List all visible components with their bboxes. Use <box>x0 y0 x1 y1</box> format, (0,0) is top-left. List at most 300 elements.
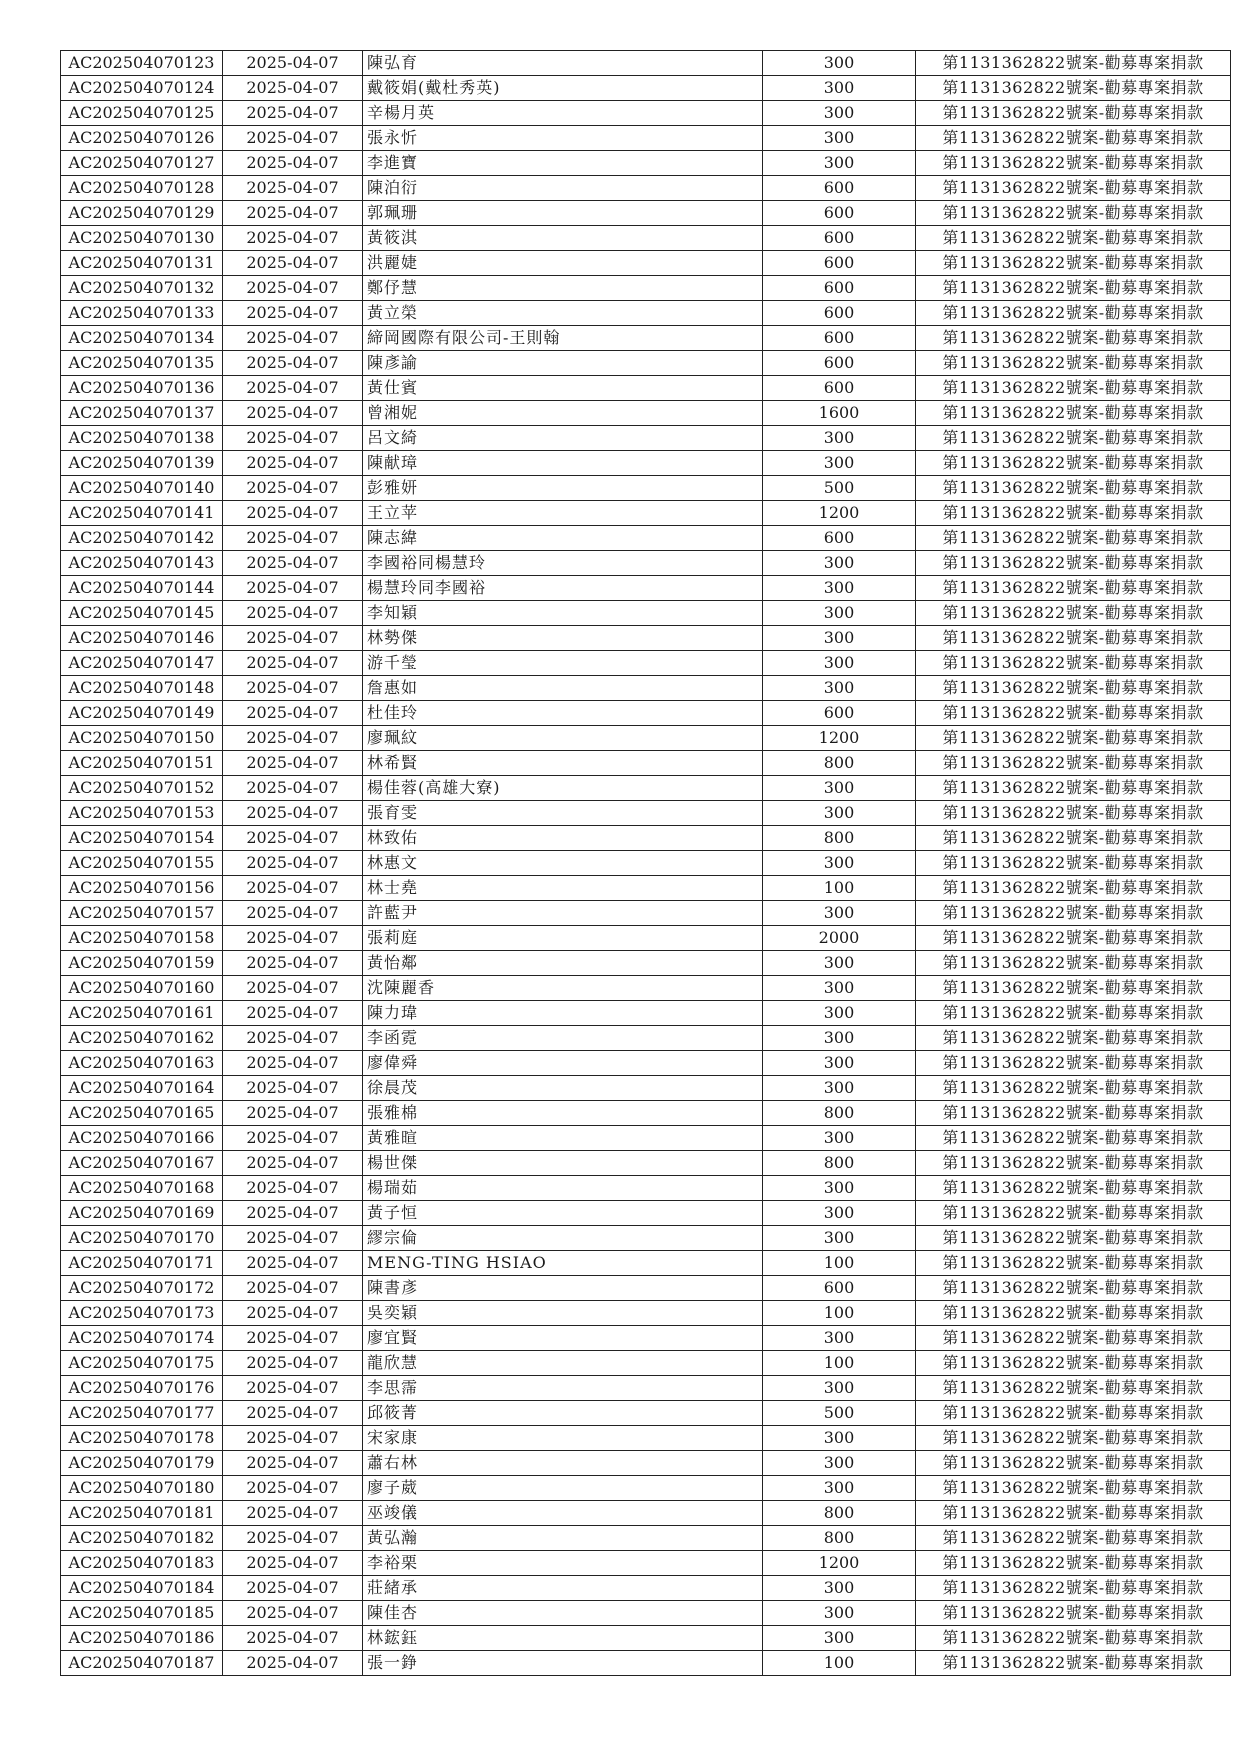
table-row <box>61 501 1231 526</box>
purpose-cell: 第1131362822號案-勸募專案捐款 <box>916 401 1231 426</box>
table-row <box>61 476 1231 501</box>
purpose-cell: 第1131362822號案-勸募專案捐款 <box>916 851 1231 876</box>
table-row <box>61 1226 1231 1251</box>
receipt-id-cell: AC202504070187 <box>61 1651 223 1676</box>
table-row <box>61 176 1231 201</box>
table-row <box>61 851 1231 876</box>
donor-name-cell: 黃弘瀚 <box>363 1526 763 1551</box>
table-row <box>61 126 1231 151</box>
date-cell: 2025-04-07 <box>223 1151 363 1176</box>
amount-cell: 300 <box>763 426 916 451</box>
receipt-id-cell: AC202504070167 <box>61 1151 223 1176</box>
donor-name-cell: 莊緒承 <box>363 1576 763 1601</box>
donor-name-cell: 林惠文 <box>363 851 763 876</box>
table-row <box>61 701 1231 726</box>
table-row <box>61 776 1231 801</box>
table-row <box>61 451 1231 476</box>
purpose-cell: 第1131362822號案-勸募專案捐款 <box>916 301 1231 326</box>
date-cell: 2025-04-07 <box>223 226 363 251</box>
receipt-id-cell: AC202504070168 <box>61 1176 223 1201</box>
date-cell: 2025-04-07 <box>223 1301 363 1326</box>
amount-cell: 500 <box>763 1401 916 1426</box>
donor-name-cell: 李函霓 <box>363 1026 763 1051</box>
receipt-id-cell: AC202504070139 <box>61 451 223 476</box>
receipt-id-cell: AC202504070150 <box>61 726 223 751</box>
date-cell: 2025-04-07 <box>223 76 363 101</box>
date-cell: 2025-04-07 <box>223 976 363 1001</box>
amount-cell: 600 <box>763 176 916 201</box>
table-row <box>61 576 1231 601</box>
date-cell: 2025-04-07 <box>223 576 363 601</box>
donor-name-cell: 林士堯 <box>363 876 763 901</box>
donor-name-cell: 楊瑞茹 <box>363 1176 763 1201</box>
table-row <box>61 951 1231 976</box>
table-row <box>61 1151 1231 1176</box>
purpose-cell: 第1131362822號案-勸募專案捐款 <box>916 576 1231 601</box>
receipt-id-cell: AC202504070146 <box>61 626 223 651</box>
table-row <box>61 826 1231 851</box>
table-row <box>61 876 1231 901</box>
table-row <box>61 551 1231 576</box>
amount-cell: 300 <box>763 901 916 926</box>
table-row <box>61 1551 1231 1576</box>
receipt-id-cell: AC202504070160 <box>61 976 223 1001</box>
table-row <box>61 426 1231 451</box>
purpose-cell: 第1131362822號案-勸募專案捐款 <box>916 1201 1231 1226</box>
purpose-cell: 第1131362822號案-勸募專案捐款 <box>916 1101 1231 1126</box>
purpose-cell: 第1131362822號案-勸募專案捐款 <box>916 701 1231 726</box>
amount-cell: 600 <box>763 326 916 351</box>
donor-name-cell: 陳泊衍 <box>363 176 763 201</box>
amount-cell: 300 <box>763 676 916 701</box>
donor-name-cell: 李進寶 <box>363 151 763 176</box>
donor-name-cell: 李裕栗 <box>363 1551 763 1576</box>
table-row <box>61 1276 1231 1301</box>
donor-name-cell: 廖珮紋 <box>363 726 763 751</box>
amount-cell: 300 <box>763 1001 916 1026</box>
purpose-cell: 第1131362822號案-勸募專案捐款 <box>916 751 1231 776</box>
amount-cell: 300 <box>763 1076 916 1101</box>
receipt-id-cell: AC202504070152 <box>61 776 223 801</box>
date-cell: 2025-04-07 <box>223 851 363 876</box>
purpose-cell: 第1131362822號案-勸募專案捐款 <box>916 251 1231 276</box>
receipt-id-cell: AC202504070148 <box>61 676 223 701</box>
purpose-cell: 第1131362822號案-勸募專案捐款 <box>916 601 1231 626</box>
purpose-cell: 第1131362822號案-勸募專案捐款 <box>916 1476 1231 1501</box>
table-row <box>61 326 1231 351</box>
receipt-id-cell: AC202504070181 <box>61 1501 223 1526</box>
amount-cell: 600 <box>763 226 916 251</box>
purpose-cell: 第1131362822號案-勸募專案捐款 <box>916 1551 1231 1576</box>
receipt-id-cell: AC202504070125 <box>61 101 223 126</box>
receipt-id-cell: AC202504070182 <box>61 1526 223 1551</box>
date-cell: 2025-04-07 <box>223 626 363 651</box>
receipt-id-cell: AC202504070123 <box>61 51 223 76</box>
receipt-id-cell: AC202504070155 <box>61 851 223 876</box>
receipt-id-cell: AC202504070179 <box>61 1451 223 1476</box>
purpose-cell: 第1131362822號案-勸募專案捐款 <box>916 1626 1231 1651</box>
date-cell: 2025-04-07 <box>223 401 363 426</box>
table-row <box>61 1401 1231 1426</box>
purpose-cell: 第1131362822號案-勸募專案捐款 <box>916 376 1231 401</box>
purpose-cell: 第1131362822號案-勸募專案捐款 <box>916 1051 1231 1076</box>
date-cell: 2025-04-07 <box>223 551 363 576</box>
receipt-id-cell: AC202504070142 <box>61 526 223 551</box>
purpose-cell: 第1131362822號案-勸募專案捐款 <box>916 1076 1231 1101</box>
purpose-cell: 第1131362822號案-勸募專案捐款 <box>916 1651 1231 1676</box>
donor-name-cell: 楊佳蓉(高雄大寮) <box>363 776 763 801</box>
amount-cell: 300 <box>763 1226 916 1251</box>
date-cell: 2025-04-07 <box>223 876 363 901</box>
donor-name-cell: 黃子恒 <box>363 1201 763 1226</box>
receipt-id-cell: AC202504070147 <box>61 651 223 676</box>
table-row <box>61 651 1231 676</box>
amount-cell: 300 <box>763 1576 916 1601</box>
receipt-id-cell: AC202504070137 <box>61 401 223 426</box>
amount-cell: 300 <box>763 1426 916 1451</box>
donor-name-cell: 張雅棉 <box>363 1101 763 1126</box>
table-row <box>61 301 1231 326</box>
date-cell: 2025-04-07 <box>223 1351 363 1376</box>
receipt-id-cell: AC202504070178 <box>61 1426 223 1451</box>
receipt-id-cell: AC202504070154 <box>61 826 223 851</box>
receipt-id-cell: AC202504070174 <box>61 1326 223 1351</box>
receipt-id-cell: AC202504070130 <box>61 226 223 251</box>
purpose-cell: 第1131362822號案-勸募專案捐款 <box>916 151 1231 176</box>
date-cell: 2025-04-07 <box>223 101 363 126</box>
amount-cell: 1200 <box>763 1551 916 1576</box>
receipt-id-cell: AC202504070157 <box>61 901 223 926</box>
date-cell: 2025-04-07 <box>223 1251 363 1276</box>
purpose-cell: 第1131362822號案-勸募專案捐款 <box>916 976 1231 1001</box>
table-row <box>61 1326 1231 1351</box>
table-row <box>61 51 1231 76</box>
date-cell: 2025-04-07 <box>223 501 363 526</box>
table-row <box>61 351 1231 376</box>
purpose-cell: 第1131362822號案-勸募專案捐款 <box>916 1376 1231 1401</box>
donor-name-cell: 彭雅妍 <box>363 476 763 501</box>
amount-cell: 300 <box>763 951 916 976</box>
donor-name-cell: 沈陳麗香 <box>363 976 763 1001</box>
purpose-cell: 第1131362822號案-勸募專案捐款 <box>916 1151 1231 1176</box>
table-row <box>61 1651 1231 1676</box>
date-cell: 2025-04-07 <box>223 526 363 551</box>
purpose-cell: 第1131362822號案-勸募專案捐款 <box>916 651 1231 676</box>
donor-name-cell: 郭珮珊 <box>363 201 763 226</box>
donor-name-cell: 戴筱娟(戴杜秀英) <box>363 76 763 101</box>
purpose-cell: 第1131362822號案-勸募專案捐款 <box>916 51 1231 76</box>
donor-name-cell: 黃仕賓 <box>363 376 763 401</box>
donor-name-cell: 宋家康 <box>363 1426 763 1451</box>
date-cell: 2025-04-07 <box>223 426 363 451</box>
purpose-cell: 第1131362822號案-勸募專案捐款 <box>916 801 1231 826</box>
table-row <box>61 1576 1231 1601</box>
table-row <box>61 376 1231 401</box>
table-row <box>61 401 1231 426</box>
purpose-cell: 第1131362822號案-勸募專案捐款 <box>916 1426 1231 1451</box>
donor-name-cell: 徐晨茂 <box>363 1076 763 1101</box>
date-cell: 2025-04-07 <box>223 651 363 676</box>
date-cell: 2025-04-07 <box>223 126 363 151</box>
receipt-id-cell: AC202504070183 <box>61 1551 223 1576</box>
purpose-cell: 第1131362822號案-勸募專案捐款 <box>916 426 1231 451</box>
date-cell: 2025-04-07 <box>223 1501 363 1526</box>
purpose-cell: 第1131362822號案-勸募專案捐款 <box>916 901 1231 926</box>
donor-name-cell: 廖偉舜 <box>363 1051 763 1076</box>
table-row <box>61 1251 1231 1276</box>
receipt-id-cell: AC202504070149 <box>61 701 223 726</box>
donor-name-cell: 繆宗倫 <box>363 1226 763 1251</box>
date-cell: 2025-04-07 <box>223 601 363 626</box>
date-cell: 2025-04-07 <box>223 1076 363 1101</box>
amount-cell: 300 <box>763 1326 916 1351</box>
amount-cell: 300 <box>763 1376 916 1401</box>
table-row <box>61 1501 1231 1526</box>
donor-name-cell: 張莉庭 <box>363 926 763 951</box>
donor-name-cell: 黃怡鄰 <box>363 951 763 976</box>
date-cell: 2025-04-07 <box>223 926 363 951</box>
receipt-id-cell: AC202504070170 <box>61 1226 223 1251</box>
receipt-id-cell: AC202504070172 <box>61 1276 223 1301</box>
table-row <box>61 1376 1231 1401</box>
table-row <box>61 1201 1231 1226</box>
receipt-id-cell: AC202504070141 <box>61 501 223 526</box>
table-row <box>61 801 1231 826</box>
date-cell: 2025-04-07 <box>223 676 363 701</box>
date-cell: 2025-04-07 <box>223 1226 363 1251</box>
receipt-id-cell: AC202504070138 <box>61 426 223 451</box>
donor-name-cell: 張育雯 <box>363 801 763 826</box>
donor-name-cell: 李知穎 <box>363 601 763 626</box>
donor-name-cell: 李思霈 <box>363 1376 763 1401</box>
amount-cell: 300 <box>763 1476 916 1501</box>
date-cell: 2025-04-07 <box>223 1326 363 1351</box>
purpose-cell: 第1131362822號案-勸募專案捐款 <box>916 1001 1231 1026</box>
purpose-cell: 第1131362822號案-勸募專案捐款 <box>916 276 1231 301</box>
donor-name-cell: 游千瑩 <box>363 651 763 676</box>
amount-cell: 300 <box>763 1451 916 1476</box>
date-cell: 2025-04-07 <box>223 1001 363 1026</box>
donor-name-cell: 杜佳玲 <box>363 701 763 726</box>
table-row <box>61 1101 1231 1126</box>
donor-name-cell: 張永忻 <box>363 126 763 151</box>
table-row <box>61 1176 1231 1201</box>
date-cell: 2025-04-07 <box>223 1276 363 1301</box>
receipt-id-cell: AC202504070128 <box>61 176 223 201</box>
date-cell: 2025-04-07 <box>223 1376 363 1401</box>
donor-name-cell: 洪麗婕 <box>363 251 763 276</box>
date-cell: 2025-04-07 <box>223 1126 363 1151</box>
amount-cell: 600 <box>763 351 916 376</box>
amount-cell: 600 <box>763 701 916 726</box>
date-cell: 2025-04-07 <box>223 951 363 976</box>
donor-name-cell: 曾湘妮 <box>363 401 763 426</box>
date-cell: 2025-04-07 <box>223 376 363 401</box>
receipt-id-cell: AC202504070166 <box>61 1126 223 1151</box>
purpose-cell: 第1131362822號案-勸募專案捐款 <box>916 76 1231 101</box>
date-cell: 2025-04-07 <box>223 1101 363 1126</box>
purpose-cell: 第1131362822號案-勸募專案捐款 <box>916 1301 1231 1326</box>
amount-cell: 100 <box>763 1351 916 1376</box>
receipt-id-cell: AC202504070184 <box>61 1576 223 1601</box>
purpose-cell: 第1131362822號案-勸募專案捐款 <box>916 626 1231 651</box>
amount-cell: 300 <box>763 851 916 876</box>
amount-cell: 300 <box>763 601 916 626</box>
table-row <box>61 1351 1231 1376</box>
donor-name-cell: 楊世傑 <box>363 1151 763 1176</box>
donation-table-body <box>61 51 1231 1676</box>
table-row <box>61 976 1231 1001</box>
table-row <box>61 626 1231 651</box>
receipt-id-cell: AC202504070177 <box>61 1401 223 1426</box>
receipt-id-cell: AC202504070161 <box>61 1001 223 1026</box>
date-cell: 2025-04-07 <box>223 826 363 851</box>
date-cell: 2025-04-07 <box>223 901 363 926</box>
purpose-cell: 第1131362822號案-勸募專案捐款 <box>916 926 1231 951</box>
receipt-id-cell: AC202504070159 <box>61 951 223 976</box>
date-cell: 2025-04-07 <box>223 1651 363 1676</box>
date-cell: 2025-04-07 <box>223 326 363 351</box>
table-row <box>61 601 1231 626</box>
date-cell: 2025-04-07 <box>223 701 363 726</box>
donor-name-cell: 陳佳杏 <box>363 1601 763 1626</box>
donor-name-cell: 林希賢 <box>363 751 763 776</box>
receipt-id-cell: AC202504070176 <box>61 1376 223 1401</box>
amount-cell: 800 <box>763 826 916 851</box>
purpose-cell: 第1131362822號案-勸募專案捐款 <box>916 201 1231 226</box>
purpose-cell: 第1131362822號案-勸募專案捐款 <box>916 551 1231 576</box>
date-cell: 2025-04-07 <box>223 1026 363 1051</box>
donor-name-cell: 黃筱淇 <box>363 226 763 251</box>
date-cell: 2025-04-07 <box>223 1201 363 1226</box>
purpose-cell: 第1131362822號案-勸募專案捐款 <box>916 1276 1231 1301</box>
receipt-id-cell: AC202504070136 <box>61 376 223 401</box>
receipt-id-cell: AC202504070127 <box>61 151 223 176</box>
receipt-id-cell: AC202504070173 <box>61 1301 223 1326</box>
receipt-id-cell: AC202504070126 <box>61 126 223 151</box>
table-row <box>61 76 1231 101</box>
date-cell: 2025-04-07 <box>223 1601 363 1626</box>
table-row <box>61 101 1231 126</box>
amount-cell: 100 <box>763 876 916 901</box>
donor-name-cell: 王立苹 <box>363 501 763 526</box>
donor-name-cell: 廖宜賢 <box>363 1326 763 1351</box>
donor-name-cell: 黃立榮 <box>363 301 763 326</box>
table-row <box>61 1476 1231 1501</box>
table-row <box>61 1626 1231 1651</box>
purpose-cell: 第1131362822號案-勸募專案捐款 <box>916 1326 1231 1351</box>
date-cell: 2025-04-07 <box>223 1576 363 1601</box>
donor-name-cell: 林鋐鈺 <box>363 1626 763 1651</box>
amount-cell: 1200 <box>763 726 916 751</box>
amount-cell: 300 <box>763 1126 916 1151</box>
amount-cell: 300 <box>763 1201 916 1226</box>
date-cell: 2025-04-07 <box>223 801 363 826</box>
amount-cell: 800 <box>763 1501 916 1526</box>
receipt-id-cell: AC202504070133 <box>61 301 223 326</box>
amount-cell: 600 <box>763 526 916 551</box>
amount-cell: 100 <box>763 1301 916 1326</box>
purpose-cell: 第1131362822號案-勸募專案捐款 <box>916 351 1231 376</box>
date-cell: 2025-04-07 <box>223 1176 363 1201</box>
donor-name-cell: 陳書彥 <box>363 1276 763 1301</box>
receipt-id-cell: AC202504070153 <box>61 801 223 826</box>
purpose-cell: 第1131362822號案-勸募專案捐款 <box>916 776 1231 801</box>
table-row <box>61 1001 1231 1026</box>
donor-name-cell: 廖子葳 <box>363 1476 763 1501</box>
date-cell: 2025-04-07 <box>223 451 363 476</box>
receipt-id-cell: AC202504070140 <box>61 476 223 501</box>
date-cell: 2025-04-07 <box>223 726 363 751</box>
receipt-id-cell: AC202504070132 <box>61 276 223 301</box>
receipt-id-cell: AC202504070186 <box>61 1626 223 1651</box>
amount-cell: 1200 <box>763 501 916 526</box>
purpose-cell: 第1131362822號案-勸募專案捐款 <box>916 826 1231 851</box>
donor-name-cell: 辛楊月英 <box>363 101 763 126</box>
purpose-cell: 第1131362822號案-勸募專案捐款 <box>916 1451 1231 1476</box>
amount-cell: 300 <box>763 976 916 1001</box>
donor-name-cell: 陳志緯 <box>363 526 763 551</box>
receipt-id-cell: AC202504070131 <box>61 251 223 276</box>
donor-name-cell: 陳献璋 <box>363 451 763 476</box>
date-cell: 2025-04-07 <box>223 276 363 301</box>
receipt-id-cell: AC202504070151 <box>61 751 223 776</box>
amount-cell: 300 <box>763 451 916 476</box>
date-cell: 2025-04-07 <box>223 776 363 801</box>
amount-cell: 600 <box>763 376 916 401</box>
purpose-cell: 第1131362822號案-勸募專案捐款 <box>916 176 1231 201</box>
donor-name-cell: 詹惠如 <box>363 676 763 701</box>
donor-name-cell: 鄭伃慧 <box>363 276 763 301</box>
receipt-id-cell: AC202504070143 <box>61 551 223 576</box>
receipt-id-cell: AC202504070156 <box>61 876 223 901</box>
purpose-cell: 第1131362822號案-勸募專案捐款 <box>916 1351 1231 1376</box>
table-row <box>61 1051 1231 1076</box>
amount-cell: 300 <box>763 1051 916 1076</box>
date-cell: 2025-04-07 <box>223 1476 363 1501</box>
date-cell: 2025-04-07 <box>223 1526 363 1551</box>
amount-cell: 300 <box>763 76 916 101</box>
amount-cell: 300 <box>763 801 916 826</box>
donor-name-cell: 楊慧玲同李國裕 <box>363 576 763 601</box>
purpose-cell: 第1131362822號案-勸募專案捐款 <box>916 476 1231 501</box>
donor-name-cell: 蕭右林 <box>363 1451 763 1476</box>
amount-cell: 800 <box>763 751 916 776</box>
amount-cell: 100 <box>763 1651 916 1676</box>
purpose-cell: 第1131362822號案-勸募專案捐款 <box>916 676 1231 701</box>
donation-table <box>60 50 1231 1676</box>
date-cell: 2025-04-07 <box>223 51 363 76</box>
table-row <box>61 751 1231 776</box>
amount-cell: 2000 <box>763 926 916 951</box>
amount-cell: 300 <box>763 776 916 801</box>
purpose-cell: 第1131362822號案-勸募專案捐款 <box>916 101 1231 126</box>
amount-cell: 500 <box>763 476 916 501</box>
table-row <box>61 1026 1231 1051</box>
donor-name-cell: 陳彥諭 <box>363 351 763 376</box>
receipt-id-cell: AC202504070165 <box>61 1101 223 1126</box>
purpose-cell: 第1131362822號案-勸募專案捐款 <box>916 1176 1231 1201</box>
receipt-id-cell: AC202504070185 <box>61 1601 223 1626</box>
amount-cell: 600 <box>763 1276 916 1301</box>
table-row <box>61 276 1231 301</box>
donor-name-cell: 許藍尹 <box>363 901 763 926</box>
purpose-cell: 第1131362822號案-勸募專案捐款 <box>916 501 1231 526</box>
purpose-cell: 第1131362822號案-勸募專案捐款 <box>916 951 1231 976</box>
purpose-cell: 第1131362822號案-勸募專案捐款 <box>916 1576 1231 1601</box>
date-cell: 2025-04-07 <box>223 1451 363 1476</box>
table-row <box>61 151 1231 176</box>
